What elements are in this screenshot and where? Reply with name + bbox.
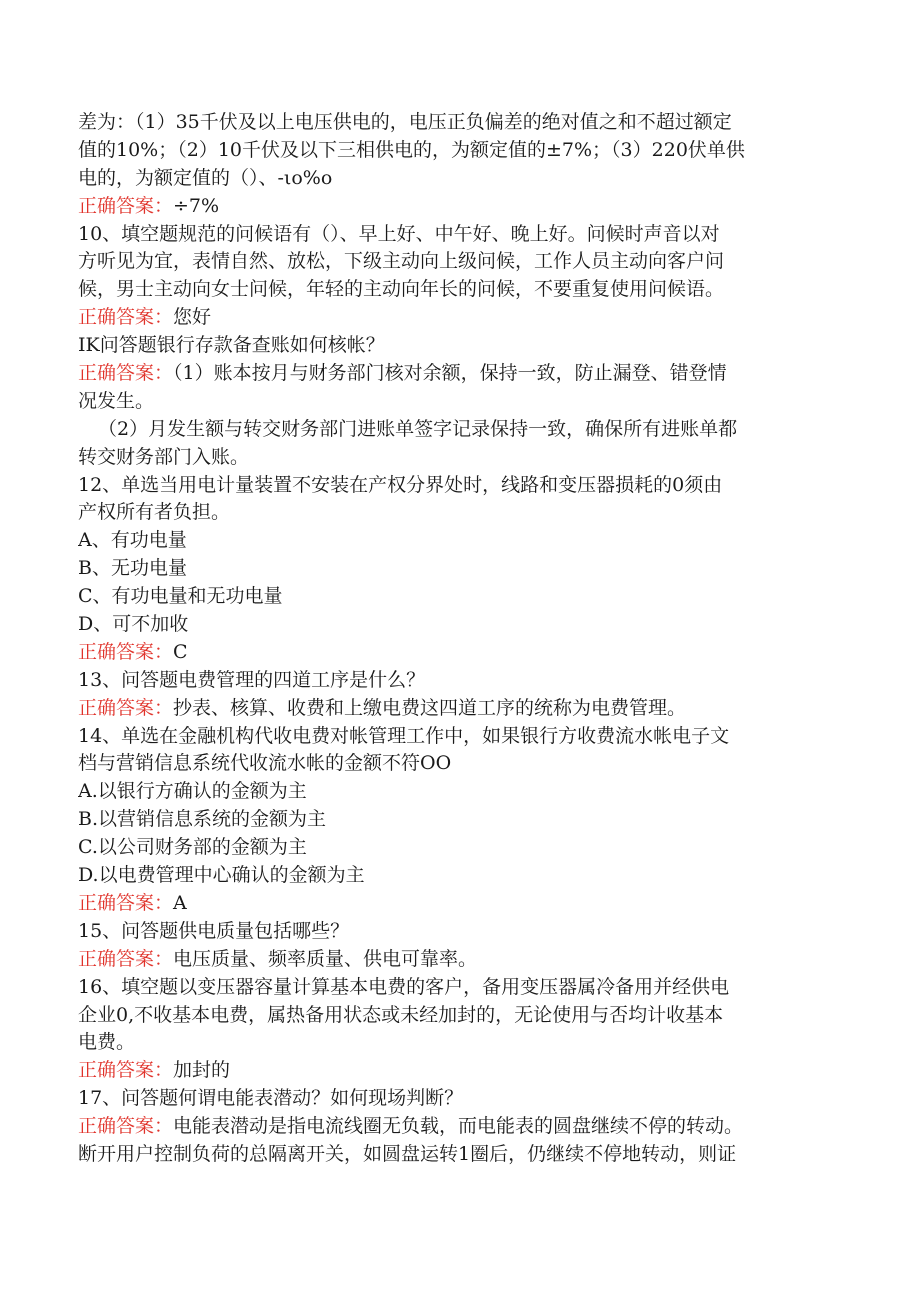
text-line [78, 332, 860, 360]
line-text: 12、单选当用电计量装置不安装在产权分界处时，线路和变压器损耗的0须由 [78, 473, 723, 496]
line-text: IK问答题银行存款备查账如何核帐？ [78, 334, 385, 357]
text-line [78, 1085, 860, 1113]
line-text: 10、填空题规范的问候语有（）、早上好、中午好、晚上好。问候时声音以对 [78, 222, 720, 245]
answer-label: 正确答案： [78, 640, 174, 663]
line-text: 企业0,不收基本电费，属热备用状态或未经加封的，无论使用与否均计收基本 [78, 1003, 724, 1026]
line-text: 电费。 [78, 1031, 136, 1054]
line-text: 14、单选在金融机构代收电费对帐管理工作中，如果银行方收费流水帐电子文 [78, 724, 730, 747]
line-text: A.以银行方确认的金额为主 [78, 780, 307, 803]
answer-line [78, 193, 860, 221]
line-text: 况发生。 [78, 389, 155, 412]
answer-text: 电能表潜动是指电流线圈无负载，而电能表的圆盘继续不停的转动。 [173, 1115, 744, 1138]
answer-text: （1）账本按月与财务部门核对余额，保持一致，防止漏登、错登情 [173, 362, 727, 385]
text-line [78, 388, 860, 416]
answer-text: 抄表、核算、收费和上缴电费这四道工序的统称为电费管理。 [173, 696, 687, 719]
line-text: A、有功电量 [78, 529, 187, 552]
text-line [78, 611, 860, 639]
line-text: 16、填空题以变压器容量计算基本电费的客户，备用变压器属冷备用并经供电 [78, 975, 730, 998]
answer-line [78, 890, 860, 918]
line-text: C、有功电量和无功电量 [78, 585, 283, 608]
line-text: 方听见为宜，表情自然、放松，下级主动向上级问候，工作人员主动向客户问 [78, 250, 725, 273]
answer-text: 加封的 [173, 1059, 231, 1082]
text-line [78, 1029, 860, 1057]
line-text: 档与营销信息系统代收流水帐的金额不符OO [78, 752, 452, 775]
text-line [78, 472, 860, 500]
answer-label: 正确答案： [78, 1059, 174, 1082]
line-text: 17、问答题何谓电能表潜动？如何现场判断？ [78, 1087, 464, 1110]
text-line [78, 499, 860, 527]
answer-text: ÷7% [173, 194, 220, 217]
text-line [78, 444, 860, 472]
line-text: C.以公司财务部的金额为主 [78, 836, 307, 859]
text-line [78, 527, 860, 555]
line-text: D、可不加收 [78, 613, 189, 636]
text-line [78, 974, 860, 1002]
line-text: D.以电费管理中心确认的金额为主 [78, 864, 365, 887]
line-text: 差为：（1）35千伏及以上电压供电的，电压正负偏差的绝对值之和不超过额定 [78, 111, 732, 133]
text-line [78, 723, 860, 751]
answer-label: 正确答案： [78, 696, 174, 719]
text-line [78, 137, 860, 165]
text-line [78, 750, 860, 778]
line-text: 值的10%；（2）10千伏及以下三相供电的，为额定值的±7%；（3）220伏单供 [78, 138, 745, 161]
text-line [78, 1002, 860, 1030]
line-text: 电的，为额定值的（）、-ιo%o [78, 166, 333, 189]
text-line [78, 918, 860, 946]
answer-label: 正确答案： [78, 891, 174, 914]
line-text: （2）月发生额与转交财务部门进账单签字记录保持一致，确保所有进账单都 [98, 417, 738, 440]
answer-label: 正确答案： [78, 362, 174, 385]
answer-line [78, 946, 860, 974]
line-text: 转交财务部门入账。 [78, 445, 250, 468]
text-line [78, 221, 860, 249]
line-text: 候，男士主动向女士问候，年轻的主动向年长的问候，不要重复使用问候语。 [78, 278, 725, 301]
answer-label: 正确答案： [78, 1115, 174, 1138]
line-text: 15、问答题供电质量包括哪些？ [78, 919, 350, 942]
answer-line [78, 360, 860, 388]
answer-text: C [173, 640, 188, 663]
text-line [78, 248, 860, 276]
answer-line [78, 1057, 860, 1085]
line-text: 产权所有者负担。 [78, 501, 231, 524]
text-line [78, 1141, 860, 1169]
text-line [78, 109, 860, 137]
answer-label: 正确答案： [78, 194, 174, 217]
line-text: B、无功电量 [78, 557, 187, 580]
text-line [78, 862, 860, 890]
text-line [78, 806, 860, 834]
answer-line [78, 1113, 860, 1141]
line-text: B.以营销信息系统的金额为主 [78, 808, 327, 831]
answer-text: 您好 [173, 306, 212, 329]
answer-text: 电压质量、频率质量、供电可靠率。 [173, 947, 478, 970]
answer-line [78, 639, 860, 667]
text-line [78, 667, 860, 695]
text-line [78, 555, 860, 583]
text-line [78, 778, 860, 806]
answer-line [78, 695, 860, 723]
answer-text: A [173, 891, 187, 914]
answer-label: 正确答案： [78, 306, 174, 329]
text-line [78, 416, 860, 444]
answer-label: 正确答案： [78, 947, 174, 970]
text-line [78, 583, 860, 611]
answer-line [78, 304, 860, 332]
text-line [78, 834, 860, 862]
text-line [78, 165, 860, 193]
line-text: 断开用户控制负荷的总隔离开关，如圆盘运转1圈后，仍继续不停地转动，则证 [78, 1142, 737, 1165]
line-text: 13、问答题电费管理的四道工序是什么？ [78, 668, 426, 691]
text-line [78, 276, 860, 304]
